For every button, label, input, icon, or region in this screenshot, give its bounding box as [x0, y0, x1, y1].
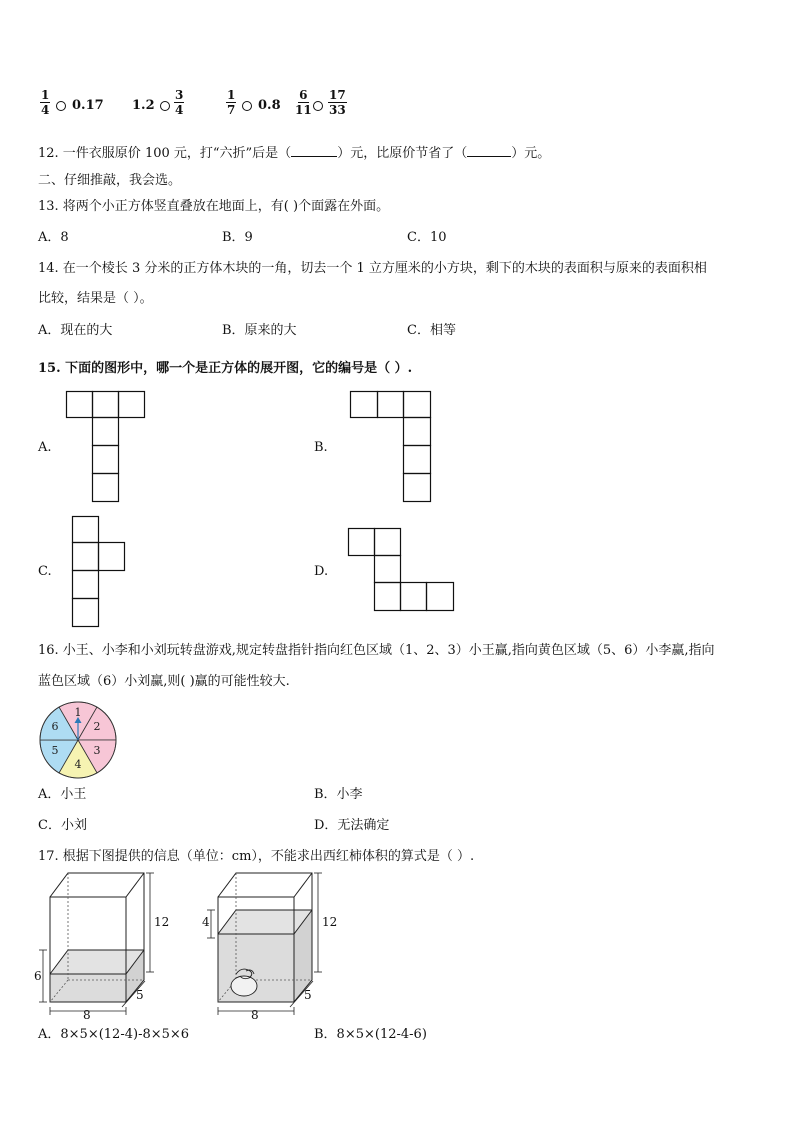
section-heading: 二、仔细推敲，我会选。	[38, 173, 182, 188]
compare-circle[interactable]	[313, 101, 323, 111]
option-c[interactable]: C．10	[407, 230, 447, 245]
option-c[interactable]: C．小刘	[38, 818, 87, 833]
fraction: $\frac{3}{4}$	[175, 88, 184, 117]
option-b[interactable]: B．原来的大	[222, 323, 297, 338]
option-a[interactable]: A．小王	[38, 787, 87, 802]
question-14-line1: 14. 在一个棱长 3 分米的正方体木块的一角，切去一个 1 立方厘米的小方块，剩下的木块的表面积与原来的表面积相	[38, 261, 707, 276]
net-figure-b	[350, 391, 432, 503]
spinner-wheel	[37, 702, 119, 778]
figure-label-a[interactable]: A.	[38, 440, 52, 455]
wheel-label: 3	[93, 744, 101, 757]
question-16-line1: 16. 小王、小李和小刘玩转盘游戏,规定转盘指针指向红色区域（1、2、3）小王赢,指向黄色区域（5、6）小李赢,指向	[38, 643, 715, 658]
question-12: 12. 一件衣服原价 100 元，打“六折”后是（ ）元，比原价节省了（ ）元。	[38, 146, 551, 161]
dimension-label: 6	[34, 969, 42, 983]
compare-circle[interactable]	[56, 101, 66, 111]
dimension-label: 8	[251, 1008, 259, 1022]
wheel-label: 5	[51, 744, 59, 757]
net-figure-d	[348, 528, 456, 614]
option-b[interactable]: B．8×5×(12-4-6)	[314, 1027, 427, 1042]
net-figure-a	[66, 391, 146, 503]
decimal-value: 0.8	[258, 98, 281, 113]
fraction: $\frac{6}{11}$	[295, 88, 312, 117]
question-14-line2: 比较，结果是（ ）。	[38, 291, 153, 306]
question-15: 15. 下面的图形中，哪一个是正方体的展开图，它的编号是（ ）.	[38, 361, 413, 376]
wheel-label: 4	[74, 758, 82, 771]
fraction: $\frac{1}{7}$	[227, 88, 236, 117]
option-a[interactable]: A．8×5×(12-4)-8×5×6	[38, 1027, 190, 1042]
dimension-label: 5	[136, 988, 144, 1002]
option-d[interactable]: D．无法确定	[314, 818, 390, 833]
figure-label-b[interactable]: B.	[314, 440, 328, 455]
decimal-value: 1.2	[132, 98, 155, 113]
option-a[interactable]: A．8	[38, 230, 69, 245]
dimension-label: 4	[202, 915, 210, 929]
wheel-label: 1	[74, 706, 82, 719]
question-17: 17. 根据下图提供的信息（单位：cm），不能求出西红柿体积的算式是（ ）.	[38, 849, 475, 864]
option-c[interactable]: C．相等	[407, 323, 456, 338]
wheel-label: 6	[51, 720, 59, 733]
figure-label-c[interactable]: C.	[38, 564, 52, 579]
net-figure-c	[72, 516, 128, 628]
question-13: 13. 将两个小正方体竖直叠放在地面上，有( )个面露在外面。	[38, 199, 390, 214]
wheel-label: 2	[93, 720, 101, 733]
figure-label-d[interactable]: D.	[314, 564, 329, 579]
option-b[interactable]: B．小李	[314, 787, 363, 802]
dimension-label: 12	[154, 915, 170, 929]
container-figure-1	[34, 868, 170, 1022]
decimal-value: 0.17	[72, 98, 104, 113]
compare-circle[interactable]	[160, 101, 170, 111]
dimension-label: 8	[83, 1008, 91, 1022]
answer-blank[interactable]	[291, 156, 337, 157]
answer-blank[interactable]	[467, 156, 511, 157]
compare-circle[interactable]	[242, 101, 252, 111]
fraction: $\frac{17}{33}$	[329, 88, 346, 117]
question-16-line2: 蓝色区域（6）小刘赢,则( )赢的可能性较大.	[38, 674, 290, 689]
dimension-label: 12	[322, 915, 338, 929]
option-b[interactable]: B．9	[222, 230, 253, 245]
fraction: $\frac{1}{4}$	[41, 88, 50, 117]
dimension-label: 5	[304, 988, 312, 1002]
option-a[interactable]: A．现在的大	[38, 323, 113, 338]
container-figure-2	[202, 868, 338, 1022]
